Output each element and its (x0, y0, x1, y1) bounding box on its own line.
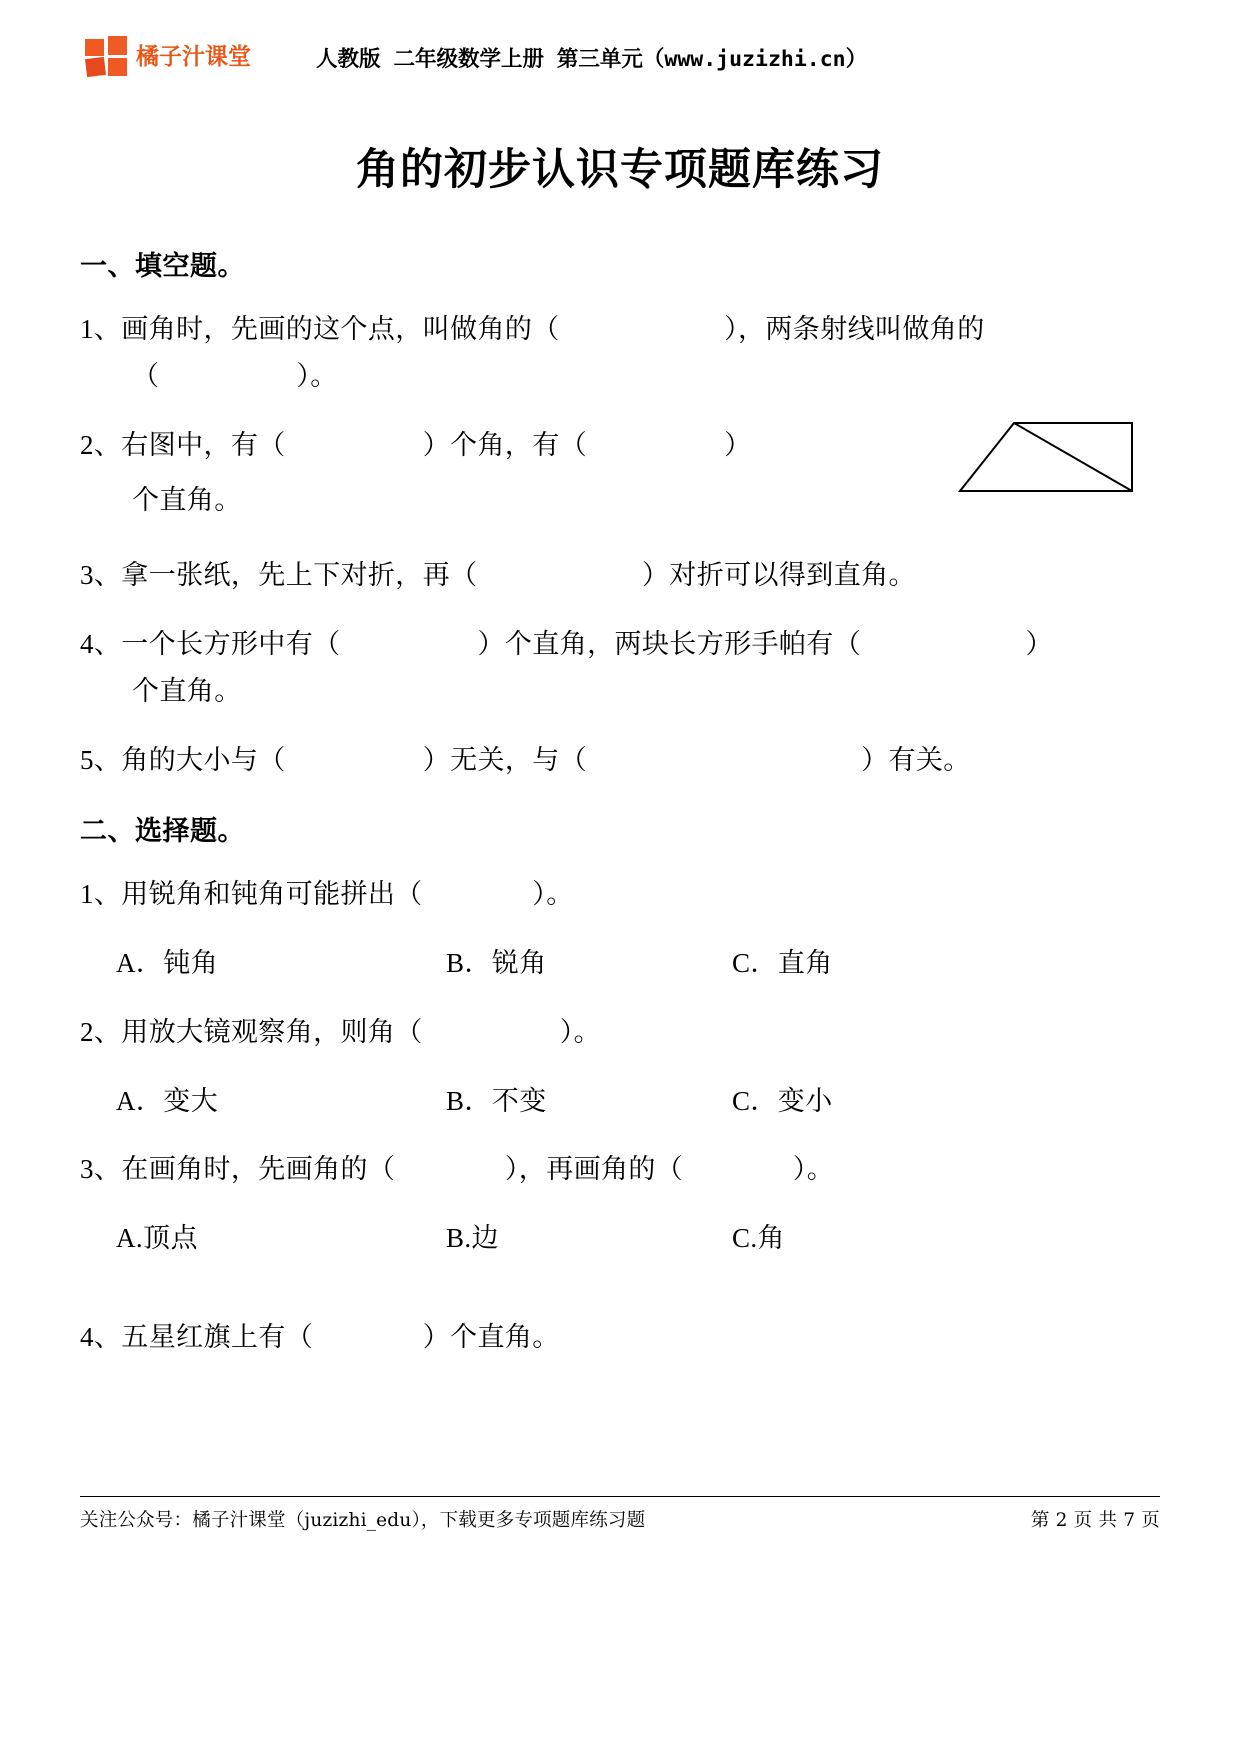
header-title: 人教版 二年级数学上册 第三单元（www.juzizhi.cn） (316, 47, 868, 72)
option-c[interactable]: C.角 (732, 1223, 785, 1254)
question-2-3: 3、在画角时，先画角的（ ），再画角的（ ）。 (80, 1154, 835, 1185)
site-logo (85, 36, 251, 78)
question-2-1: 1、用锐角和钝角可能拼出（ ）。 (80, 879, 574, 910)
page-title: 角的初步认识专项题库练习 (356, 145, 884, 195)
question-2-2-options (80, 1081, 1160, 1122)
trapezoid-with-diagonal-figure (956, 417, 1136, 497)
option-a[interactable]: A．变大 (116, 1085, 219, 1116)
footer-divider (80, 1496, 1160, 1497)
option-a[interactable]: A.顶点 (116, 1223, 198, 1254)
option-c[interactable]: C．直角 (732, 948, 833, 979)
question-1-1: 1、画角时，先画的这个点，叫做角的（ ），两条射线叫做角的 (80, 314, 985, 344)
page-footer (80, 1506, 1160, 1532)
option-b[interactable]: B．不变 (446, 1085, 547, 1116)
question-2-3-options (80, 1218, 1160, 1259)
question-1-5: 5、角的大小与（ ）无关，与（ ）有关。 (80, 745, 971, 776)
question-1-1-cont: （ ）。 (132, 361, 338, 392)
question-2-1-options (80, 943, 1160, 984)
option-b[interactable]: B．锐角 (446, 948, 547, 979)
footer-note: 关注公众号：橘子汁课堂（juzizhi_edu），下载更多专项题库练习题 (80, 1510, 646, 1531)
question-2-2: 2、用放大镜观察角，则角（ ）。 (80, 1016, 601, 1047)
section-heading-fill-in-blank: 一、填空题。 (80, 251, 245, 282)
question-1-2-cont: 个直角。 (132, 485, 242, 516)
question-1-4-cont: 个直角。 (132, 676, 242, 707)
question-1-4: 4、一个长方形中有（ ）个直角，两块长方形手帕有（ ） (80, 629, 1053, 660)
page-number: 第 2 页 共 7 页 (1030, 1510, 1160, 1531)
page-header (0, 34, 1240, 90)
option-b[interactable]: B.边 (446, 1223, 499, 1254)
logo-label: 橘子汁课堂 (136, 43, 251, 70)
worksheet-body (80, 244, 1160, 1386)
section-heading-multiple-choice: 二、选择题。 (80, 816, 245, 848)
question-1-2: 2、右图中，有（ ）个角，有（ ） (80, 430, 752, 461)
question-2-4: 4、五星红旗上有（ ）个直角。 (80, 1321, 560, 1352)
question-1-3: 3、拿一张纸，先上下对折，再（ ）对折可以得到直角。 (80, 560, 916, 591)
question-1-2-row (80, 425, 1160, 521)
four-squares-logo-icon (85, 36, 129, 78)
option-a[interactable]: A．钝角 (116, 948, 219, 979)
option-c[interactable]: C．变小 (732, 1085, 833, 1116)
